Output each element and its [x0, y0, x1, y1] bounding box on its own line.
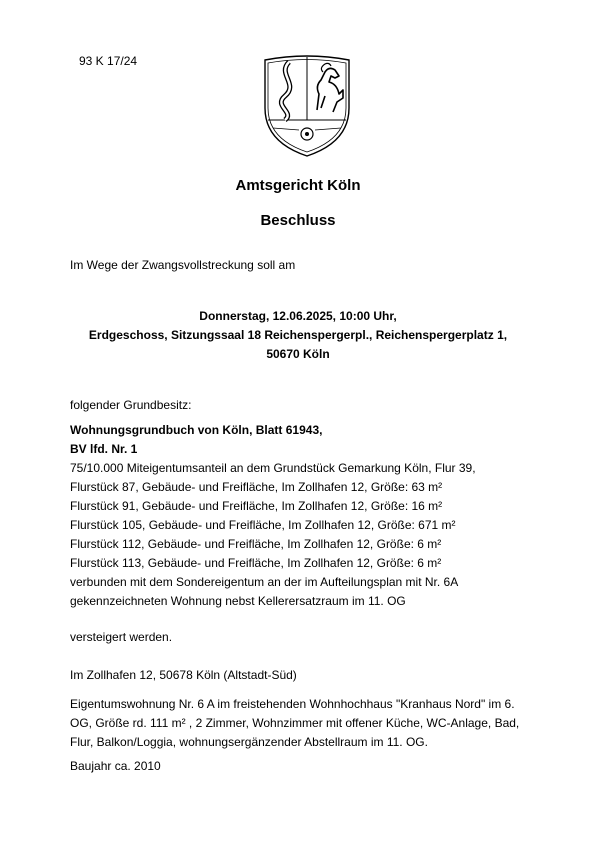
property-address: Im Zollhafen 12, 50678 Köln (Altstadt-Süd)	[70, 668, 297, 682]
court-name: Amtsgericht Köln	[235, 177, 361, 194]
property-line: Flurstück 91, Gebäude- und Freifläche, Im Zollhafen 12, Größe: 16 m²	[70, 499, 443, 513]
property-line: Flurstück 87, Gebäude- und Freifläche, Im Zollhafen 12, Größe: 63 m²	[70, 480, 443, 494]
bv-number: BV lfd. Nr. 1	[70, 442, 138, 456]
property-line: Flurstück 113, Gebäude- und Freifläche, Im Zollhafen 12, Größe: 6 m²	[70, 556, 442, 570]
auction-city: 50670 Köln	[266, 347, 330, 361]
case-number: 93 K 17/24	[79, 54, 138, 68]
document-title: Beschluss	[260, 212, 336, 229]
property-line: gekennzeichneten Wohnung nebst Kellerersatzraum im 11. OG	[70, 594, 406, 608]
construction-year: Baujahr ca. 2010	[70, 759, 161, 773]
property-line: 75/10.000 Miteigentumsanteil an dem Grundstück Gemarkung Köln, Flur 39,	[70, 461, 476, 475]
description-line: Flur, Balkon/Loggia, wohnungsergänzender Abstellraum im 11. OG.	[70, 735, 428, 749]
auction-place: Erdgeschoss, Sitzungssaal 18 Reichenspergerpl., Reichenspergerplatz 1,	[88, 328, 508, 342]
land-register: Wohnungsgrundbuch von Köln, Blatt 61943,	[70, 423, 323, 437]
description-line: OG, Größe rd. 111 m² , 2 Zimmer, Wohnzimmer mit offener Küche, WC-Anlage, Bad,	[70, 716, 520, 730]
property-line: Flurstück 105, Gebäude- und Freifläche, Im Zollhafen 12, Größe: 671 m²	[70, 518, 456, 532]
property-line: verbunden mit dem Sondereigentum an der im Aufteilungsplan mit Nr. 6A	[70, 575, 459, 589]
auction-date: Donnerstag, 12.06.2025, 10:00 Uhr,	[199, 309, 397, 323]
intro-text: Im Wege der Zwangsvollstreckung soll am	[70, 258, 296, 272]
auction-statement: versteigert werden.	[70, 630, 173, 644]
property-label: folgender Grundbesitz:	[70, 398, 192, 412]
description-line: Eigentumswohnung Nr. 6 A im freistehenden Wohnhochhaus "Kranhaus Nord" im 6.	[70, 697, 515, 711]
nrw-coat-of-arms-icon	[259, 50, 355, 160]
property-line: Flurstück 112, Gebäude- und Freifläche, Im Zollhafen 12, Größe: 6 m²	[70, 537, 442, 551]
